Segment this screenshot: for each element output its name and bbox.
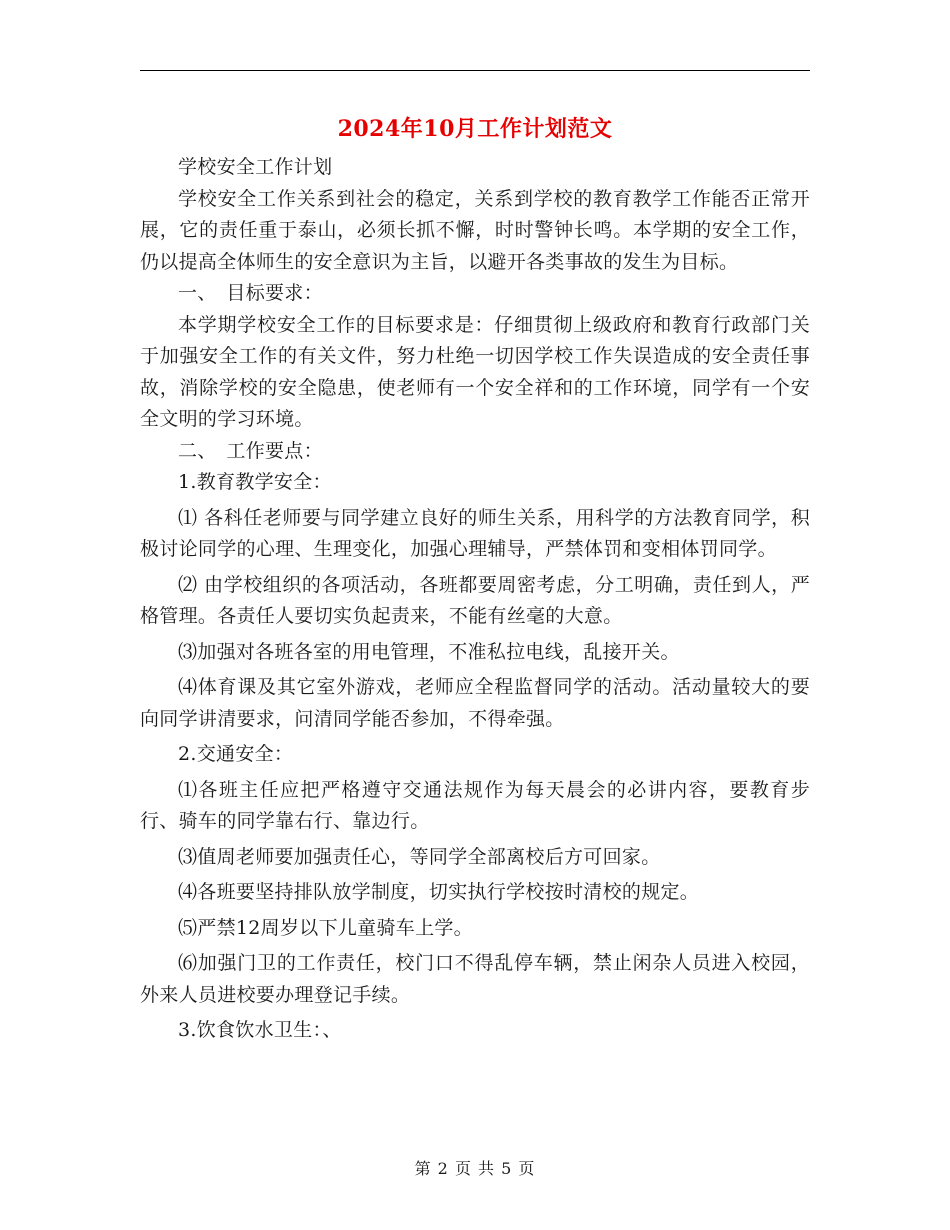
list-item: ⑸严禁12周岁以下儿童骑车上学。	[178, 916, 473, 939]
subsection-heading: 1.教育教学安全：	[178, 471, 332, 493]
list-item: ⑷各班要坚持排队放学制度，切实执行学校按时清校的规定。	[178, 881, 700, 903]
document-body	[140, 152, 810, 1047]
paragraph: 学校安全工作关系到社会的稳定，关系到学校的教育教学工作能否正常开展，它的责任重于泰山，必须长抓不懈，时时警钟长鸣。本学期的安全工作，仍以提高全体师生的安全意识为主旨，以避开各类事故的发生为目标。	[140, 187, 810, 273]
list-item: ⑷体育课及其它室外游戏，老师应全程监督同学的活动。活动量较大的要向同学讲清要求，问清同学能否参加，不得牵强。	[140, 676, 810, 730]
section-heading: 二、 工作要点：	[178, 439, 323, 462]
header-rule	[140, 70, 810, 71]
subsection-heading: 3.饮食饮水卫生：、	[178, 1019, 342, 1041]
list-item: ⑶加强对各班各室的用电管理，不准私拉电线，乱接开关。	[178, 640, 680, 663]
list-item: ⑴各班主任应把严格遵守交通法规作为每天晨会的必讲内容，要教育步行、骑车的同学靠右行、靠边行。	[140, 778, 810, 832]
list-item: ⑹加强门卫的工作责任，校门口不得乱停车辆，禁止闲杂人员进入校园，外来人员进校要办理登记手续。	[140, 952, 810, 1006]
paragraph: 学校安全工作计划	[178, 156, 333, 178]
list-item: ⑵ 由学校组织的各项活动，各班都要周密考虑，分工明确，责任到人，严格管理。各责任人要切实负起责来，不能有丝毫的大意。	[140, 573, 810, 627]
document-title: 2024年10月工作计划范文	[337, 116, 613, 142]
list-item: ⑶值周老师要加强责任心，等同学全部离校后方可回家。	[178, 845, 661, 868]
list-item: ⑴ 各科任老师要与同学建立良好的师生关系，用科学的方法教育同学，积极讨论同学的心理、生理变化，加强心理辅导，严禁体罚和变相体罚同学。	[140, 506, 810, 560]
section-heading: 一、 目标要求：	[178, 282, 323, 304]
page-number-footer: 第 2 页 共 5 页	[414, 1159, 536, 1178]
subsection-heading: 2.交通安全：	[178, 743, 294, 765]
paragraph: 本学期学校安全工作的目标要求是：仔细贯彻上级政府和教育行政部门关于加强安全工作的有关文件，努力杜绝一切因学校工作失误造成的安全责任事故，消除学校的安全隐患，使老师有一个安全祥和的工作环境，同学有一个安全文明的学习环境。	[140, 313, 810, 430]
